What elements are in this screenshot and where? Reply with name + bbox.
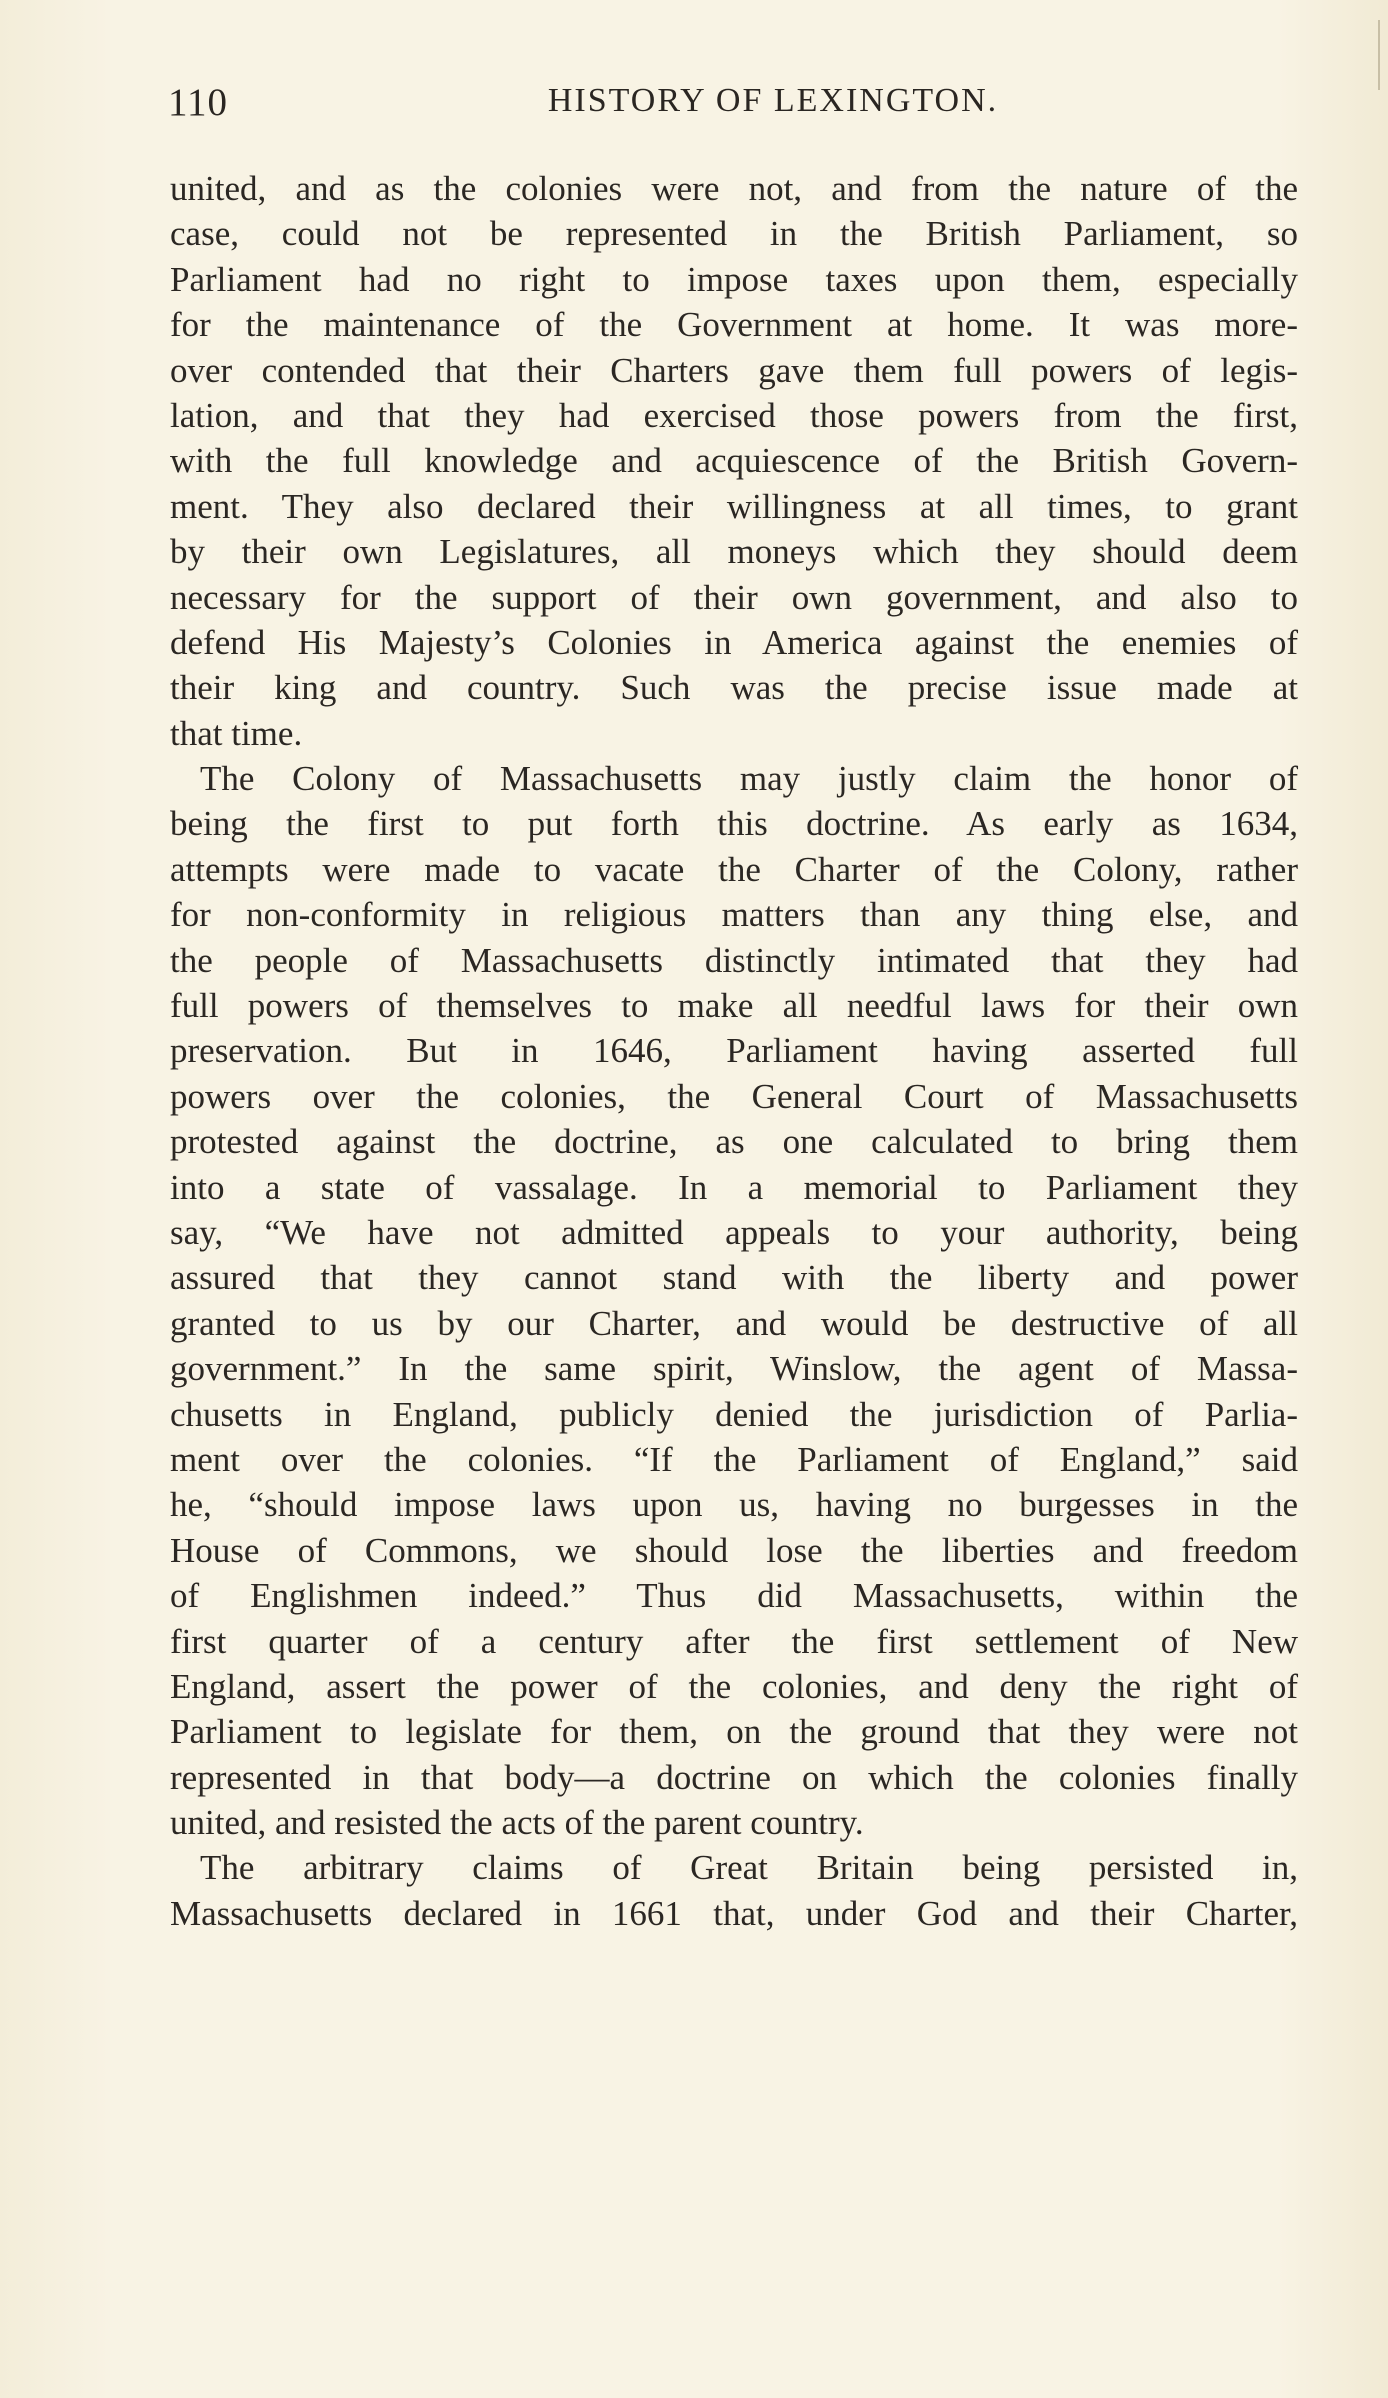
text-line: full powers of themselves to make all needful laws for their own xyxy=(170,986,1298,1026)
text-line: of Englishmen indeed.” Thus did Massachusetts, within the xyxy=(170,1576,1298,1616)
text-line: defend His Majesty’s Colonies in America against the enemies of xyxy=(170,622,1298,662)
text-line: ment. They also declared their willingness at all times, to grant xyxy=(170,486,1298,526)
text-line: House of Commons, we should lose the liberties and freedom xyxy=(170,1530,1298,1570)
text-line: granted to us by our Charter, and would be destructive of all xyxy=(170,1303,1298,1343)
text-line: united, and resisted the acts of the parent country. xyxy=(170,1803,864,1843)
text-line: Parliament to legislate for them, on the ground that they were not xyxy=(170,1712,1298,1752)
text-line: say, “We have not admitted appeals to your authority, being xyxy=(170,1212,1298,1252)
text-line: united, and as the colonies were not, and from the nature of the xyxy=(170,169,1298,208)
text-line: represented in that body—a doctrine on which the colonies finally xyxy=(170,1757,1298,1797)
text-line: Massachusetts declared in 1661 that, under God and their Charter, xyxy=(170,1893,1298,1933)
text-line: their king and country. Such was the precise issue made at xyxy=(170,668,1298,708)
text-line: preservation. But in 1646, Parliament having asserted full xyxy=(170,1031,1298,1071)
text-line: The arbitrary claims of Great Britain being persisted in, xyxy=(200,1848,1298,1888)
text-line: being the first to put forth this doctrine. As early as 1634, xyxy=(170,804,1298,844)
text-line: over contended that their Charters gave them full powers of legis- xyxy=(170,350,1298,390)
text-line: The Colony of Massachusetts may justly claim the honor of xyxy=(200,759,1298,799)
text-line: powers over the colonies, the General Court of Massachusetts xyxy=(170,1076,1298,1116)
running-head: HISTORY OF LEXINGTON. xyxy=(547,82,999,119)
text-line: attempts were made to vacate the Charter of the Colony, rather xyxy=(170,849,1298,889)
page-header xyxy=(168,80,1298,140)
text-line: chusetts in England, publicly denied the jurisdiction of Parlia- xyxy=(170,1394,1298,1434)
text-line: into a state of vassalage. In a memorial to Parliament they xyxy=(170,1167,1298,1207)
text-line: England, assert the power of the colonies, and deny the right of xyxy=(170,1666,1298,1706)
page-edge-line xyxy=(1378,20,1380,90)
text-line: case, could not be represented in the British Parliament, so xyxy=(170,214,1298,254)
page-number: 110 xyxy=(168,81,229,124)
text-line: that time. xyxy=(170,713,303,753)
text-line: Parliament had no right to impose taxes upon them, especially xyxy=(170,259,1298,299)
text-line: first quarter of a century after the first settlement of New xyxy=(170,1621,1298,1661)
text-line: for the maintenance of the Government at home. It was more- xyxy=(170,305,1298,345)
text-line: the people of Massachusetts distinctly intimated that they had xyxy=(170,940,1298,980)
body-text xyxy=(170,166,1298,1936)
text-line: he, “should impose laws upon us, having no burgesses in the xyxy=(170,1485,1298,1525)
text-line: assured that they cannot stand with the liberty and power xyxy=(170,1258,1298,1298)
text-line: by their own Legislatures, all moneys which they should deem xyxy=(170,532,1298,572)
text-line: protested against the doctrine, as one calculated to bring them xyxy=(170,1122,1298,1162)
text-line: with the full knowledge and acquiescence of the British Govern- xyxy=(170,441,1298,481)
text-line: government.” In the same spirit, Winslow, the agent of Massa- xyxy=(170,1349,1298,1389)
text-line: for non-conformity in religious matters than any thing else, and xyxy=(170,895,1298,935)
text-line: ment over the colonies. “If the Parliament of England,” said xyxy=(170,1439,1298,1479)
text-line: necessary for the support of their own government, and also to xyxy=(170,577,1298,617)
text-line: lation, and that they had exercised those powers from the first, xyxy=(170,395,1298,435)
